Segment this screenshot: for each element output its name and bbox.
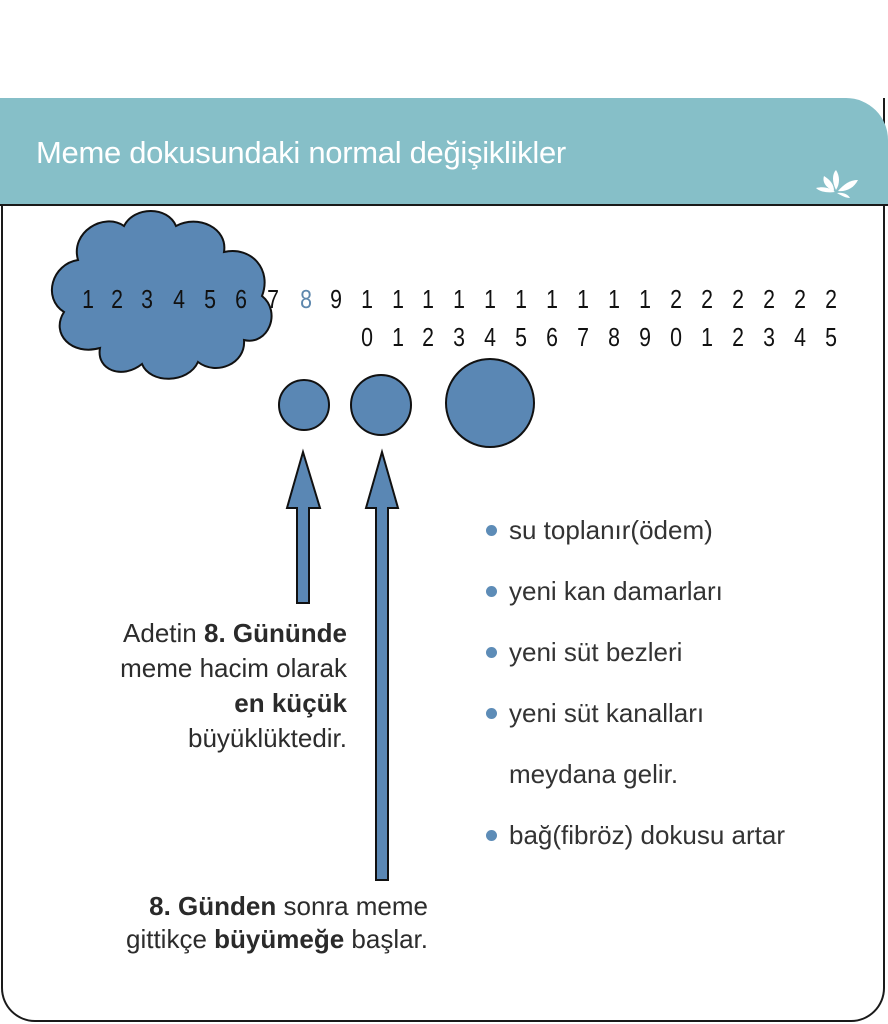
bullet-icon — [486, 647, 497, 658]
day-number-tens: 1 — [515, 284, 527, 314]
day-number-tens: 1 — [484, 284, 496, 314]
note-growth: 8. Günden sonra meme gittikçe büyümeğe başlar. — [125, 891, 428, 954]
day-number-tens: 2 — [763, 284, 775, 314]
day-number-ones: 9 — [639, 322, 651, 352]
day-number: 6 — [235, 284, 247, 314]
day-number-ones: 6 — [546, 322, 558, 352]
day-number-tens: 1 — [546, 284, 558, 314]
bullet-icon — [486, 525, 497, 536]
day-number: 1 — [82, 284, 94, 314]
day-number-ones: 4 — [484, 322, 496, 352]
day-number-tens: 2 — [732, 284, 744, 314]
day-number: 9 — [330, 284, 342, 314]
day-number-ones: 0 — [361, 322, 373, 352]
arrow-up-long — [366, 452, 398, 880]
changes-list — [484, 510, 785, 876]
arrow-up-short — [287, 452, 320, 603]
breast-size-medium — [351, 375, 411, 435]
day-number-ones: 3 — [763, 322, 775, 352]
day-number-tens: 1 — [422, 284, 434, 314]
bullet-icon — [486, 708, 497, 719]
day-number-ones: 2 — [422, 322, 434, 352]
day-number-ones: 7 — [577, 322, 589, 352]
day-number: 5 — [204, 284, 216, 314]
list-item: bağ(fibröz) dokusu artar — [484, 815, 785, 876]
day-number-tens: 2 — [701, 284, 713, 314]
day-number: 2 — [111, 284, 123, 314]
bullet-icon — [486, 586, 497, 597]
day-number-highlighted: 8 — [300, 284, 312, 314]
list-item: yeni kan damarları — [484, 571, 785, 632]
day-number-tens: 1 — [392, 284, 404, 314]
bullet-icon — [486, 830, 497, 841]
day-number-ones: 0 — [670, 322, 682, 352]
day-number-ones: 1 — [392, 322, 404, 352]
breast-size-small — [279, 380, 329, 430]
list-item: su toplanır(ödem) — [484, 510, 785, 571]
breast-size-large — [446, 359, 534, 447]
day-number-ones: 1 — [701, 322, 713, 352]
day-number-ones: 8 — [608, 322, 620, 352]
day-number-tens: 2 — [825, 284, 837, 314]
day-number-tens: 1 — [361, 284, 373, 314]
list-item: yeni süt bezleri — [484, 632, 785, 693]
day-number-ones: 4 — [794, 322, 806, 352]
day-number: 4 — [173, 284, 185, 314]
note-smallest-size: Adetin 8. Gününde meme hacim olarak en küçük büyüklüktedir. — [120, 618, 347, 753]
day-number-tens: 1 — [577, 284, 589, 314]
day-number-ones: 5 — [515, 322, 527, 352]
day-number-tens: 1 — [608, 284, 620, 314]
list-item: yeni süt kanalları — [484, 693, 785, 754]
day-number: 7 — [267, 284, 279, 314]
day-number: 3 — [141, 284, 153, 314]
day-number-tens: 1 — [639, 284, 651, 314]
day-number-ones: 3 — [453, 322, 465, 352]
list-item-continuation: meydana gelir. — [509, 759, 679, 789]
day-number-tens: 2 — [794, 284, 806, 314]
page-title: Meme dokusundaki normal değişiklikler — [36, 135, 566, 170]
day-number-ones: 2 — [732, 322, 744, 352]
day-number-tens: 1 — [453, 284, 465, 314]
day-number-ones: 5 — [825, 322, 837, 352]
day-number-tens: 2 — [670, 284, 682, 314]
